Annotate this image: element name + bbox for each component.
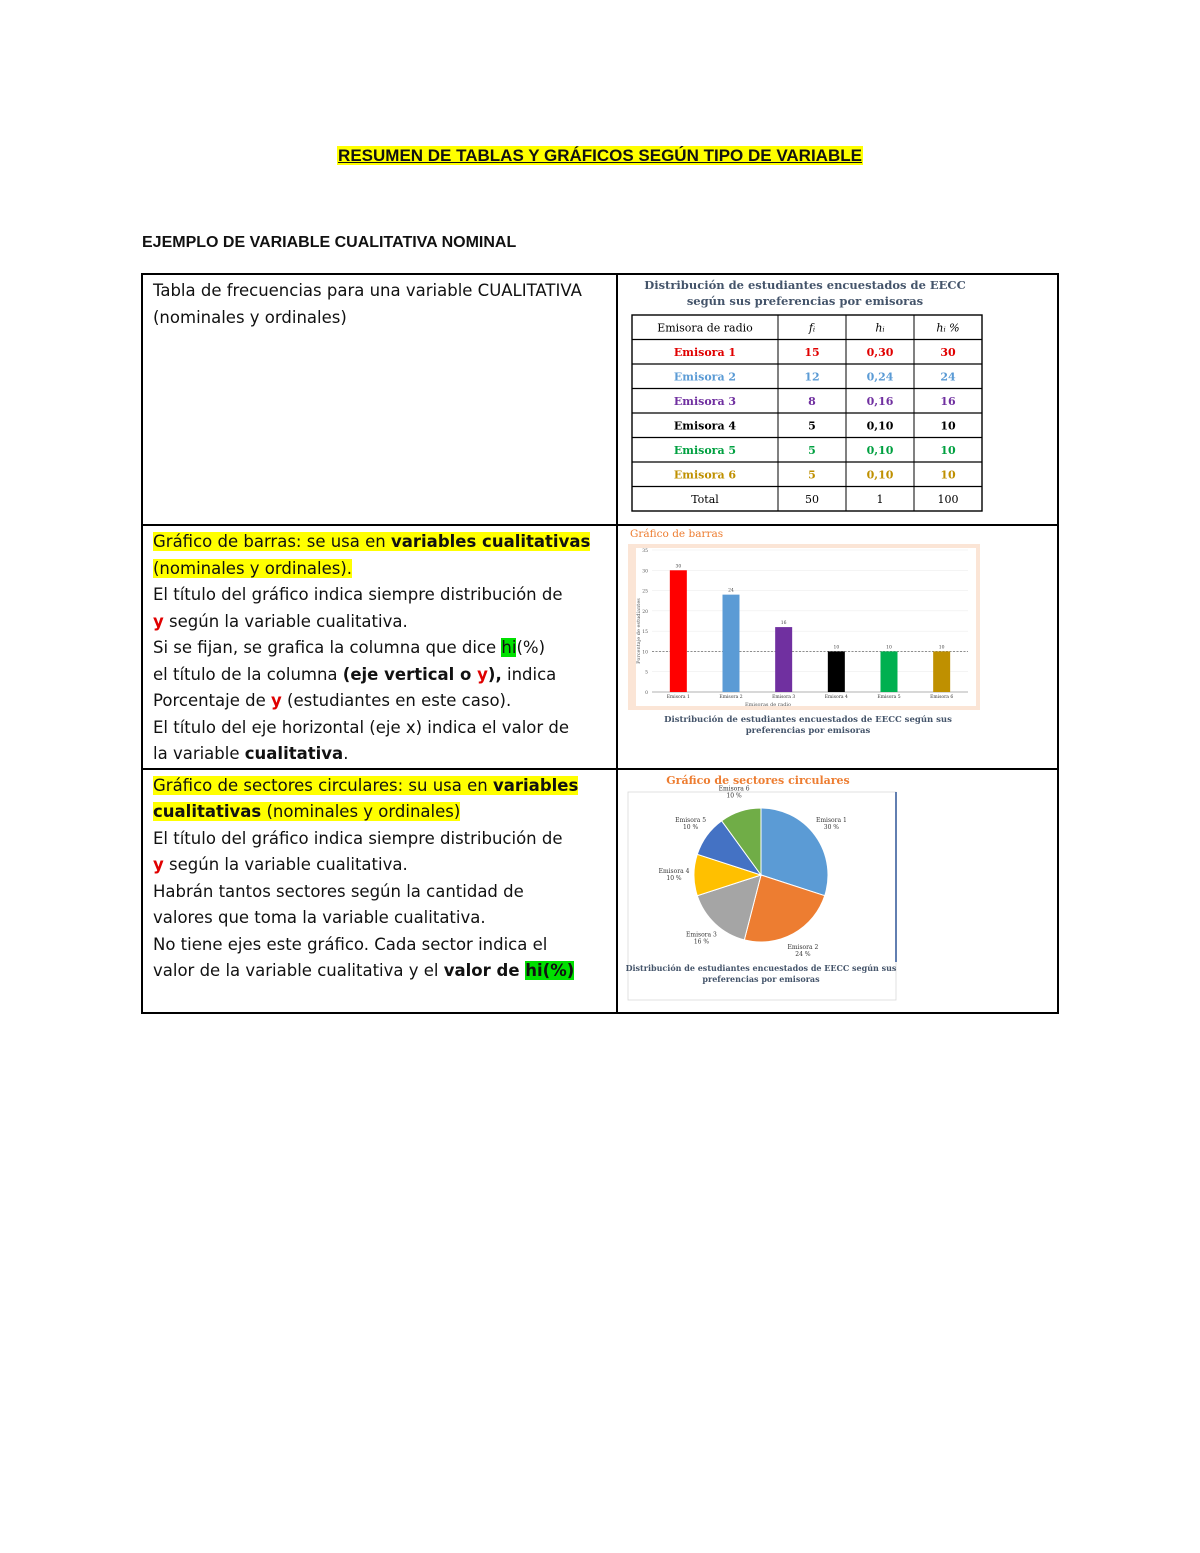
freq-cell: 1 bbox=[876, 492, 884, 506]
bar-desc-1c: (nominales y ordinales). bbox=[153, 558, 353, 578]
freq-table-grid bbox=[632, 315, 982, 511]
frequency-description: Tabla de frecuencias para una variable CUALITATIVA (nominales y ordinales) bbox=[153, 281, 582, 327]
freq-cell: 0,30 bbox=[866, 345, 894, 359]
freq-cell: 30 bbox=[940, 345, 956, 359]
bar-desc-8c: . bbox=[343, 744, 349, 763]
freq-cell: Emisora 4 bbox=[673, 419, 737, 433]
bar-desc-4c: (%) bbox=[516, 638, 546, 657]
bar-desc-6b: y bbox=[271, 691, 282, 710]
bar-chart bbox=[618, 526, 1075, 762]
freq-cell: 5 bbox=[808, 443, 816, 457]
bar-value-label: 16 bbox=[780, 621, 787, 627]
freq-cell: Emisora 1 bbox=[673, 345, 737, 359]
bar-caption-1: Distribución de estudiantes encuestados de EECC según sus bbox=[664, 715, 952, 725]
freq-cell: 5 bbox=[808, 419, 816, 433]
bar-category-label: Emisora 3 bbox=[772, 695, 796, 700]
summary-table bbox=[141, 273, 1059, 1014]
freq-cell: 10 bbox=[940, 419, 956, 433]
freq-cell: 0,10 bbox=[866, 468, 894, 482]
freq-cell: 8 bbox=[808, 394, 816, 408]
pie-desc-5: valores que toma la variable cualitativa. bbox=[153, 908, 486, 927]
freq-header-cell: Emisora de radio bbox=[657, 321, 753, 335]
pie-desc-line-1 bbox=[153, 776, 578, 822]
pie-desc-4: Habrán tantos sectores según la cantidad de bbox=[153, 881, 524, 901]
bar-value-label: 10 bbox=[833, 645, 840, 651]
bar-desc-5c: y bbox=[477, 664, 488, 684]
bar-desc-5b: (eje vertical o bbox=[342, 664, 478, 684]
page-title: RESUMEN DE TABLAS Y GRÁFICOS SEGÚN TIPO DE VARIABLE bbox=[338, 146, 862, 165]
freq-header-cell: fᵢ bbox=[808, 321, 816, 335]
bar-y-axis-label: Porcentaje de estudiantes bbox=[636, 598, 642, 664]
pie-label-value: 24 % bbox=[795, 950, 811, 958]
bar-desc-line-1 bbox=[153, 532, 590, 578]
section-subtitle: EJEMPLO DE VARIABLE CUALITATIVA NOMINAL bbox=[142, 234, 517, 251]
pie-desc-7b: valor de bbox=[443, 961, 526, 980]
bar-desc-5e: indica bbox=[501, 664, 557, 684]
bar-desc-5a: el título de la columna bbox=[153, 664, 343, 684]
frequency-table-figure bbox=[618, 275, 1075, 519]
frequency-table-cell bbox=[617, 274, 1058, 525]
freq-cell: 0,10 bbox=[866, 443, 894, 457]
bar-category-label: Emisora 6 bbox=[930, 695, 954, 700]
freq-cell: 15 bbox=[804, 345, 820, 359]
bar-y-tick-label: 5 bbox=[645, 670, 648, 676]
freq-cell: 0,10 bbox=[866, 419, 894, 433]
freq-cell: 10 bbox=[940, 443, 956, 457]
frequency-description-cell bbox=[142, 274, 617, 525]
bar-y-tick-label: 10 bbox=[642, 650, 648, 656]
bar-6 bbox=[933, 651, 950, 692]
bar-desc-1b: variables cualitativas bbox=[391, 532, 591, 551]
table-row-pie-chart bbox=[142, 769, 1058, 1013]
bar-desc-3b: según la variable cualitativa. bbox=[163, 611, 408, 631]
bar-chart-label: Gráfico de barras bbox=[630, 528, 724, 540]
pie-chart-label: Gráfico de sectores circulares bbox=[666, 773, 850, 787]
bar-plot-area bbox=[636, 548, 976, 706]
bar-category-label: Emisora 4 bbox=[824, 695, 848, 700]
freq-cell: Emisora 2 bbox=[673, 370, 737, 384]
bar-category-label: Emisora 5 bbox=[877, 695, 901, 700]
freq-cell: 5 bbox=[808, 468, 816, 482]
bar-desc-3a: y bbox=[153, 611, 164, 631]
bar-value-label: 24 bbox=[728, 588, 734, 594]
table-row-frequency bbox=[142, 274, 1058, 525]
pie-label-value: 10 % bbox=[666, 874, 682, 882]
bar-value-label: 10 bbox=[938, 645, 945, 651]
bar-caption-2: preferencias por emisoras bbox=[745, 726, 871, 736]
pie-label-value: 10 % bbox=[726, 791, 742, 799]
freq-header-cell: hᵢ bbox=[875, 321, 885, 335]
freq-cell: 100 bbox=[937, 492, 959, 506]
bar-5 bbox=[881, 651, 898, 692]
bar-x-axis-label: Emisoras de radio bbox=[744, 702, 792, 708]
pie-chart bbox=[618, 770, 1075, 1007]
pie-label-name: Emisora 3 bbox=[686, 930, 717, 938]
bar-4 bbox=[828, 651, 845, 692]
bar-desc-8b: cualitativa bbox=[244, 744, 344, 763]
pie-desc-2: El título del gráfico indica siempre distribución de bbox=[153, 828, 563, 848]
pie-desc-1d: (nominales y ordinales) bbox=[261, 802, 461, 821]
page-title-wrap bbox=[0, 146, 1200, 166]
bar-y-tick-label: 25 bbox=[642, 589, 648, 595]
pie-label-name: Emisora 4 bbox=[658, 867, 690, 875]
freq-cell: 12 bbox=[804, 370, 820, 384]
bar-category-label: Emisora 1 bbox=[666, 695, 690, 700]
pie-label-name: Emisora 5 bbox=[675, 816, 707, 824]
freq-cell: Emisora 3 bbox=[673, 394, 737, 408]
bar-desc-7: El título del eje horizontal (eje x) indica el valor de bbox=[153, 717, 570, 737]
bar-value-label: 10 bbox=[886, 645, 892, 651]
bar-desc-4b: hi bbox=[501, 638, 517, 657]
freq-cell: Emisora 5 bbox=[673, 443, 737, 457]
bar-desc-6c: (estudiantes en este caso). bbox=[281, 691, 512, 710]
bar-y-tick-label: 0 bbox=[645, 691, 648, 696]
pie-desc-7c: hi(%) bbox=[525, 961, 575, 980]
pie-label-name: Emisora 2 bbox=[787, 943, 819, 951]
bar-description-cell bbox=[142, 525, 617, 769]
bar-y-tick-label: 35 bbox=[642, 549, 648, 554]
pie-caption-1: Distribución de estudiantes encuestados de EECC según sus bbox=[625, 962, 897, 973]
pie-label-value: 10 % bbox=[682, 823, 699, 831]
bar-2 bbox=[723, 595, 740, 692]
freq-cell: Total bbox=[691, 492, 719, 506]
freq-cell: 50 bbox=[805, 492, 819, 506]
bar-y-tick-label: 30 bbox=[642, 569, 648, 575]
bar-desc-2: El título del gráfico indica siempre distribución de bbox=[153, 585, 563, 604]
freq-cell: 16 bbox=[940, 394, 956, 408]
pie-description-cell bbox=[142, 769, 617, 1013]
bar-y-tick-label: 20 bbox=[642, 609, 648, 615]
pie-label-value: 16 % bbox=[693, 937, 710, 945]
freq-cell: 0,16 bbox=[866, 394, 894, 408]
bar-desc-4a: Si se fijan, se grafica la columna que dice bbox=[153, 638, 502, 657]
freq-header-cell: hᵢ % bbox=[936, 321, 960, 335]
table-row-bar-chart bbox=[142, 525, 1058, 769]
freq-table-title-1: Distribución de estudiantes encuestados de EECC bbox=[644, 278, 966, 292]
bar-category-label: Emisora 2 bbox=[719, 695, 743, 700]
pie-label-value: 30 % bbox=[823, 823, 840, 831]
pie-label-name: Emisora 6 bbox=[718, 784, 750, 792]
freq-cell: Emisora 6 bbox=[673, 468, 737, 482]
freq-cell: 0,24 bbox=[866, 370, 894, 384]
pie-desc-1b: variables bbox=[493, 775, 579, 795]
freq-cell: 24 bbox=[940, 370, 956, 384]
pie-desc-3a: y bbox=[153, 855, 164, 874]
bar-desc-6a: Porcentaje de bbox=[153, 691, 271, 710]
bar-desc-1a: Gráfico de barras: se usa en bbox=[153, 532, 391, 551]
freq-cell: 10 bbox=[940, 468, 956, 482]
bar-y-tick-label: 15 bbox=[642, 630, 648, 636]
bar-desc-5d: ), bbox=[487, 664, 502, 684]
pie-chart-cell bbox=[617, 769, 1058, 1013]
pie-caption-2: preferencias por emisoras bbox=[702, 973, 820, 984]
pie-desc-1c: cualitativas bbox=[153, 802, 262, 821]
pie-label-name: Emisora 1 bbox=[815, 816, 847, 824]
pie-desc-1a: Gráfico de sectores circulares: su usa en bbox=[153, 775, 493, 795]
bar-chart-cell bbox=[617, 525, 1058, 769]
bar-value-label: 30 bbox=[675, 564, 682, 570]
bar-desc-8a: la variable bbox=[153, 744, 245, 763]
freq-table-title-2: según sus preferencias por emisoras bbox=[686, 294, 924, 308]
pie-desc-6: No tiene ejes este gráfico. Cada sector indica el bbox=[153, 934, 548, 954]
bar-3 bbox=[775, 627, 792, 692]
bar-1 bbox=[670, 570, 687, 692]
pie-desc-7a: valor de la variable cualitativa y el bbox=[153, 961, 444, 980]
pie-desc-3b: según la variable cualitativa. bbox=[163, 855, 408, 874]
